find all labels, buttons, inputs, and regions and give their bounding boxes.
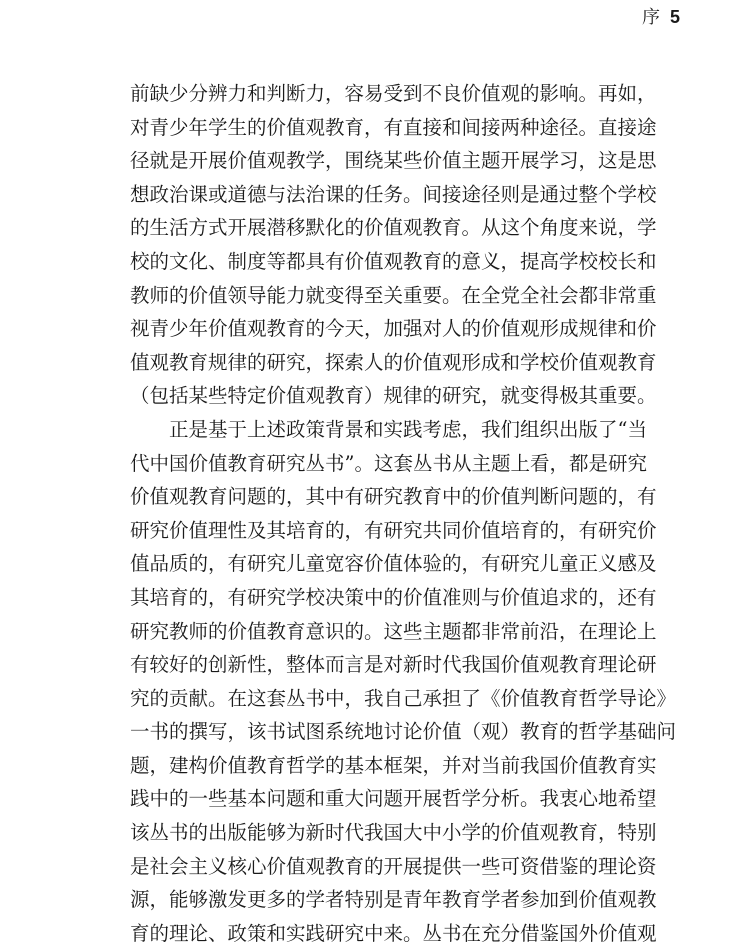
text-line: 践中的一些基本问题和重大问题开展哲学分析。我衷心地希望 [130, 787, 657, 811]
text-line: 其培育的，有研究学校决策中的价值准则与价值追求的，还有 [130, 585, 657, 609]
section-title: 序 [641, 7, 670, 28]
text-line: 该丛书的出版能够为新时代我国大中小学的价值观教育，特别 [130, 821, 657, 845]
text-line: 有较好的创新性，整体而言是对新时代我国价值观教育理论研 [130, 653, 657, 677]
text-line: 值观教育规律的研究，探索人的价值观形成和学校价值观教育 [130, 350, 657, 374]
text-line: （包括某些特定价值观教育）规律的研究，就变得极其重要。 [130, 384, 657, 408]
page-number: 5 [669, 7, 680, 27]
body-text [130, 77, 677, 950]
text-line: 径就是开展价值观教学，围绕某些价值主题开展学习，这是思 [130, 149, 657, 173]
text-line: 源，能够激发更多的学者特别是青年教育学者参加到价值观教 [130, 888, 657, 912]
paragraph-2 [130, 413, 677, 950]
running-head [642, 3, 680, 29]
text-line: 一书的撰写，该书试图系统地讨论价值（观）教育的哲学基础问 [130, 720, 677, 744]
text-line: 究的贡献。在这套丛书中，我自己承担了《价值教育哲学导论》 [130, 686, 677, 710]
text-line: 想政治课或道德与法治课的任务。间接途径则是通过整个学校 [130, 182, 657, 206]
text-line: 育的理论、政策和实践研究中来。丛书在充分借鉴国外价值观 [130, 921, 657, 945]
paragraph-1 [130, 77, 657, 413]
text-line: 研究教师的价值教育意识的。这些主题都非常前沿，在理论上 [130, 619, 657, 643]
text-line: 代中国价值教育研究丛书”。这套丛书从主题上看，都是研究 [130, 451, 647, 475]
text-line: 的生活方式开展潜移默化的价值观教育。从这个角度来说，学 [130, 216, 657, 240]
text-line: 对青少年学生的价值观教育，有直接和间接两种途径。直接途 [130, 115, 657, 139]
text-line: 视青少年价值观教育的今天，加强对人的价值观形成规律和价 [130, 317, 657, 341]
text-line: 是社会主义核心价值观教育的开展提供一些可资借鉴的理论资 [130, 854, 657, 878]
text-line: 前缺少分辨力和判断力，容易受到不良价值观的影响。再如， [130, 82, 657, 105]
text-line: 正是基于上述政策背景和实践考虑，我们组织出版了“当 [169, 417, 647, 441]
text-line: 值品质的，有研究儿童宽容价值体验的，有研究儿童正义感及 [130, 552, 657, 576]
text-line: 价值观教育问题的，其中有研究教育中的价值判断问题的，有 [130, 485, 657, 509]
text-line: 校的文化、制度等都具有价值观教育的意义，提高学校校长和 [130, 249, 657, 273]
text-line: 题，建构价值教育哲学的基本框架，并对当前我国价值教育实 [130, 753, 657, 777]
text-line: 教师的价值领导能力就变得至关重要。在全党全社会都非常重 [130, 283, 657, 307]
text-line: 研究价值理性及其培育的，有研究共同价值培育的，有研究价 [130, 518, 657, 542]
